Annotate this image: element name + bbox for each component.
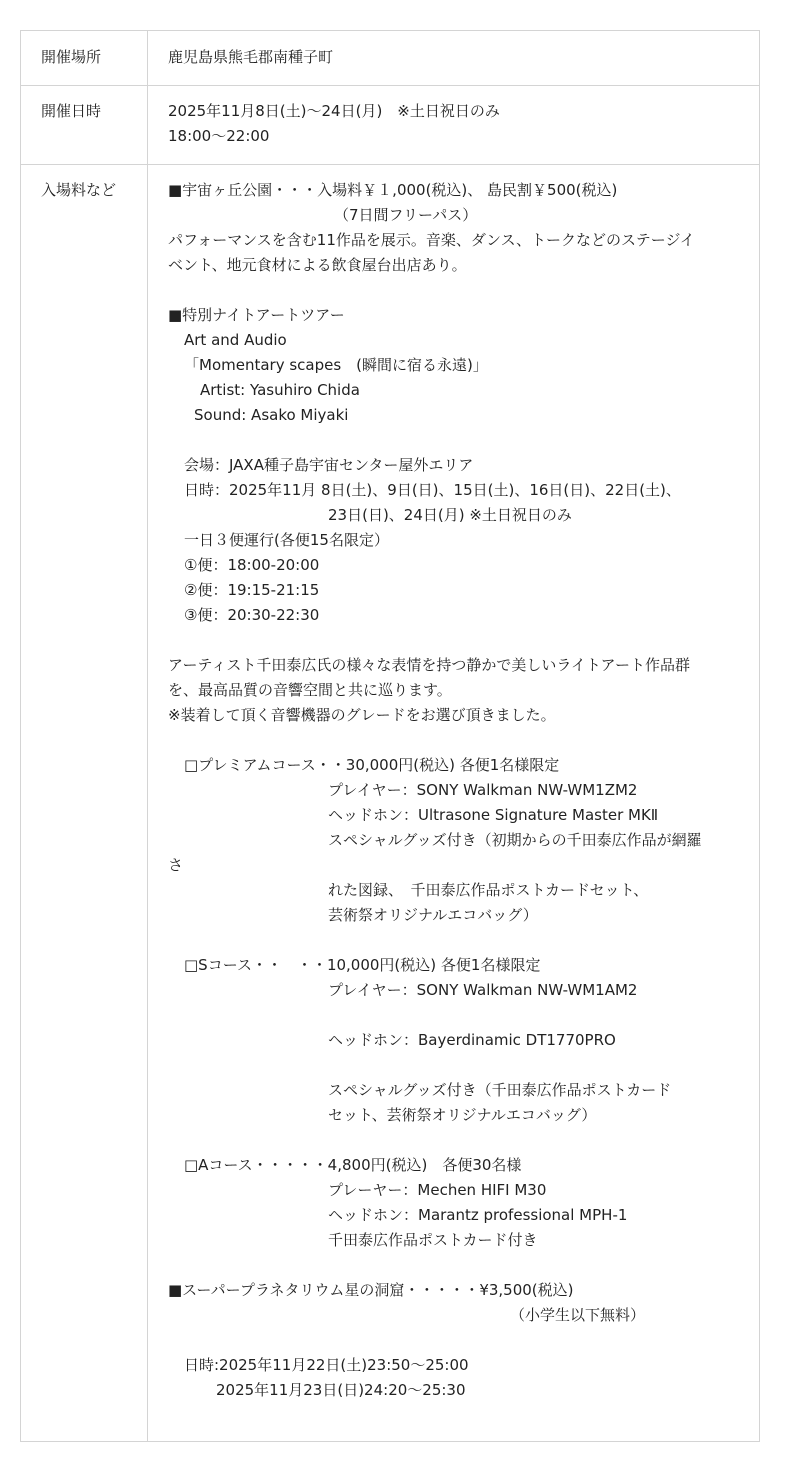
tour-run-2: ②便：19:15-21:15 xyxy=(184,581,320,599)
s-player: プレイヤー：SONY Walkman NW-WM1AM2 xyxy=(328,981,638,999)
s-headphone: ヘッドホン：Bayerdinamic DT1770PRO xyxy=(328,1031,616,1049)
a-course-title: □Aコース・・・・・4,800円(税込) 各便30名様 xyxy=(184,1156,522,1174)
column-divider xyxy=(147,85,148,164)
planetarium-note: （小学生以下無料） xyxy=(510,1306,646,1324)
tour-run-1: ①便：18:00-20:00 xyxy=(184,556,320,574)
planetarium-date: 2025年11月23日(日)24:20〜25:30 xyxy=(216,1381,466,1399)
tour-title: ■特別ナイトアートツアー xyxy=(168,306,345,324)
premium-player: プレイヤー：SONY Walkman NW-WM1ZM2 xyxy=(328,781,638,799)
tour-sound: Sound: Asako Miyaki xyxy=(194,406,349,424)
s-goods: セット、芸術祭オリジナルエコバッグ） xyxy=(328,1106,597,1124)
park-pass-note: （7日間フリーパス） xyxy=(334,206,478,224)
planetarium-title: ■スーパープラネタリウム星の洞窟・・・・・¥3,500(税込) xyxy=(168,1281,574,1299)
premium-course-title: □プレミアムコース・・30,000円(税込) 各便1名様限定 xyxy=(184,756,560,774)
s-course-title: □Sコース・・ ・・10,000円(税込) 各便1名様限定 xyxy=(184,956,541,974)
premium-headphone: ヘッドホン：Ultrasone Signature Master MKⅡ xyxy=(328,806,659,824)
s-goods: スペシャルグッズ付き（千田泰広作品ポストカード xyxy=(328,1081,672,1099)
a-goods: 千田泰広作品ポストカード付き xyxy=(328,1231,538,1249)
tour-runs: 一日３便運行(各便15名限定） xyxy=(184,531,389,549)
venue-value: 鹿児島県熊毛郡南種子町 xyxy=(168,48,334,66)
tour-desc-line: を、最高品質の音響空間と共に巡ります。 xyxy=(168,681,452,699)
fees-label: 入場料など xyxy=(41,181,117,199)
tour-dates: 日時：2025年11月 8日(土)、9日(日)、15日(土)、16日(日)、22日(土)、 xyxy=(184,481,681,499)
a-headphone: ヘッドホン：Marantz professional MPH-1 xyxy=(328,1206,628,1224)
dates-row xyxy=(21,85,759,165)
park-title: ■宇宙ヶ丘公園・・・入場料￥１,000(税込)、 島民割￥500(税込) xyxy=(168,181,618,199)
premium-goods-wrap: さ xyxy=(168,856,184,874)
tour-dates-cont: 23日(日)、24日(月) ※土日祝日のみ xyxy=(328,506,572,524)
planetarium-date: 日時:2025年11月22日(土)23:50〜25:00 xyxy=(184,1356,469,1374)
tour-run-3: ③便：20:30-22:30 xyxy=(184,606,320,624)
tour-venue: 会場：JAXA種子島宇宙センター屋外エリア xyxy=(184,456,474,474)
column-divider xyxy=(147,164,148,1441)
fees-row xyxy=(21,164,759,1441)
column-divider xyxy=(147,31,148,85)
premium-goods: 芸術祭オリジナルエコバッグ） xyxy=(328,906,538,924)
park-desc-line: ベント、地元食材による飲食屋台出店あり。 xyxy=(168,256,467,274)
premium-goods: れた図録、 千田泰広作品ポストカードセット、 xyxy=(328,881,649,899)
event-info-table xyxy=(20,30,760,1442)
park-desc-line: パフォーマンスを含む11作品を展示。音楽、ダンス、トークなどのステージイ xyxy=(168,231,695,249)
dates-line: 2025年11月8日(土)〜24日(月) ※土日祝日のみ xyxy=(168,102,500,120)
dates-label: 開催日時 xyxy=(41,102,102,120)
premium-goods: スペシャルグッズ付き（初期からの千田泰広作品が網羅 xyxy=(328,831,702,849)
tour-subtitle: 「Momentary scapes (瞬間に宿る永遠)」 xyxy=(184,356,488,374)
tour-desc-line: アーティスト千田泰広氏の様々な表情を持つ静かで美しいライトアート作品群 xyxy=(168,656,691,674)
a-player: プレーヤー：Mechen HIFI M30 xyxy=(328,1181,547,1199)
venue-row xyxy=(21,31,759,86)
hours-line: 18:00〜22:00 xyxy=(168,127,270,145)
venue-label: 開催場所 xyxy=(41,48,102,66)
tour-name: Art and Audio xyxy=(184,331,287,349)
tour-desc-note: ※装着して頂く音響機器のグレードをお選び頂きました。 xyxy=(168,706,556,724)
tour-artist: Artist: Yasuhiro Chida xyxy=(200,381,360,399)
